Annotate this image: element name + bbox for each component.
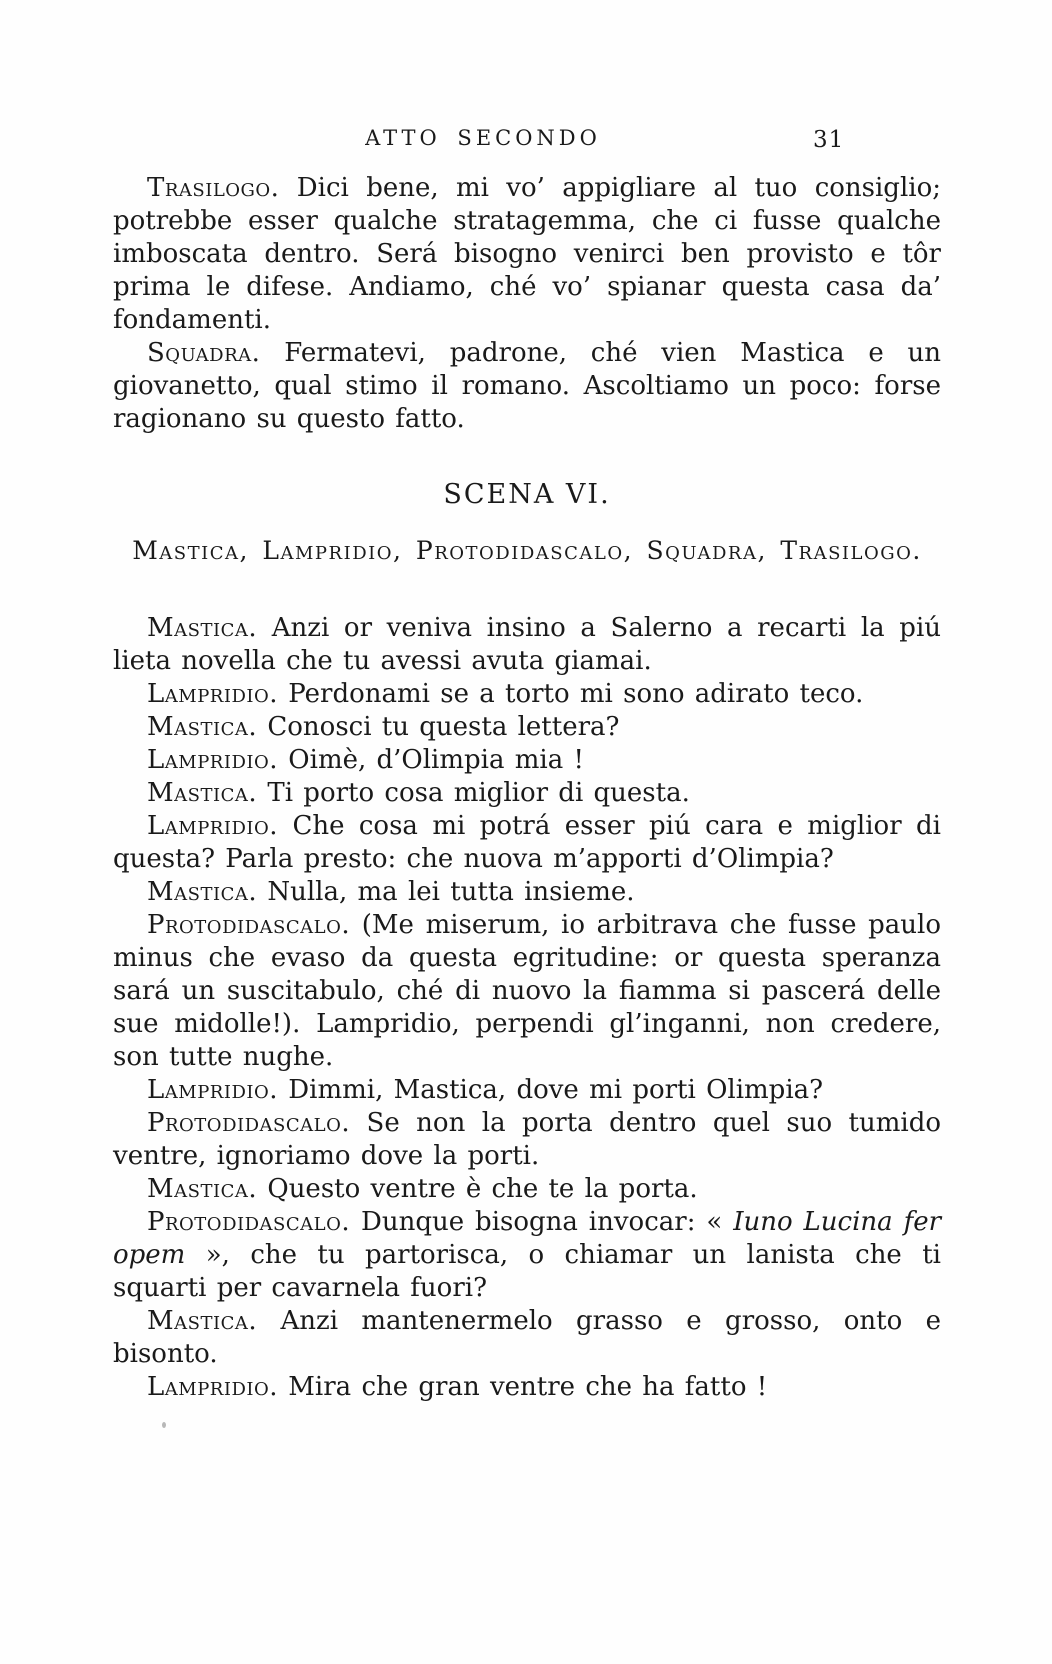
dialogue-text: (Me miserum, io arbitrava che fusse paulo minus che evaso da questa egritudine: or questa speranza sará un suscitabulo, ché di nuovo la fiamma si pascerá delle sue midolle!). Lampridio, perpendi gl’inganni, non credere, son tutte nughe. [113, 910, 941, 1072]
dialogue-paragraph [113, 1206, 941, 1305]
dialogue-text: Conosci tu questa lettera? [257, 712, 620, 742]
speaker-name: Protodidascalo. [147, 1108, 351, 1138]
scene-dialogue [113, 612, 941, 1404]
dialogue-paragraph [113, 1173, 941, 1206]
speaker-name: Lampridio. [147, 745, 279, 775]
dialogue-paragraph [113, 1305, 941, 1371]
dialogue-paragraph [113, 777, 941, 810]
dialogue-text: Anzi or veniva insino a Salerno a recarti la piú lieta novella che tu avessi avuta giamai. [113, 613, 941, 676]
cast-list: Mastica, Lampridio, Protodidascalo, Squadra, Trasilogo. [132, 536, 922, 565]
dialogue-text: Dimmi, Mastica, dove mi porti Olimpia? [278, 1075, 824, 1105]
speaker-name: Lampridio. [147, 1075, 279, 1105]
speaker-name: Mastica. [147, 1306, 258, 1336]
dialogue-paragraph [113, 1371, 941, 1404]
speaker-name: Lampridio. [147, 1372, 279, 1402]
dialogue-text: Dunque bisogna invocar: « [350, 1207, 734, 1237]
dialogue-paragraph [113, 1074, 941, 1107]
dialogue-paragraph [113, 678, 941, 711]
speaker-name: Mastica. [147, 778, 258, 808]
dialogue-paragraph [113, 711, 941, 744]
speaker-name: Lampridio. [147, 811, 279, 841]
speaker-name: Mastica. [147, 712, 258, 742]
dialogue-text: Perdonami se a torto mi sono adirato teco. [278, 679, 864, 709]
dialogue-text: Fermatevi, padrone, ché vien Mastica e un giovanetto, qual stimo il romano. Ascoltiamo un poco: forse ragionano su questo fatto. [113, 338, 941, 434]
speaker-name: Trasilogo. [147, 173, 280, 203]
dialogue-paragraph [113, 612, 941, 678]
speaker-name: Lampridio. [147, 679, 279, 709]
speaker-name: Mastica. [147, 877, 258, 907]
dialogue-text: Che cosa mi potrá esser piú cara e miglior di questa? Parla presto: che nuova m’apporti d’Olimpia? [113, 811, 941, 874]
scene-heading: SCENA VI. [443, 479, 611, 510]
scan-speck [162, 1422, 166, 1428]
dialogue-paragraph [113, 810, 941, 876]
running-head-title: ATTO SECONDO [365, 126, 601, 150]
speaker-name: Squadra. [147, 338, 261, 368]
dialogue-text: Anzi mantenermelo grasso e grosso, onto e bisonto. [113, 1306, 941, 1369]
dialogue-paragraph [113, 1107, 941, 1173]
page-number: 31 [813, 127, 845, 153]
speaker-name: Protodidascalo. [147, 1207, 351, 1237]
dialogue-paragraph [113, 909, 941, 1074]
dialogue-text: », che tu partorisca, o chiamar un lanista che ti squarti per cavarnela fuori? [113, 1240, 941, 1303]
dialogue-text: Ti porto cosa miglior di questa. [257, 778, 690, 808]
dialogue-paragraph [113, 744, 941, 777]
dialogue-text: Questo ventre è che te la porta. [257, 1174, 698, 1204]
dialogue-paragraph [113, 172, 941, 337]
speaker-name: Mastica. [147, 1174, 258, 1204]
dialogue-paragraph [113, 337, 941, 436]
speaker-name: Protodidascalo. [147, 910, 351, 940]
dialogue-paragraph [113, 876, 941, 909]
dialogue-text: Mira che gran ventre che ha fatto ! [278, 1372, 768, 1402]
dialogue-text: Nulla, ma lei tutta insieme. [257, 877, 635, 907]
dialogue-text: Se non la porta dentro quel suo tumido ventre, ignoriamo dove la porti. [113, 1108, 941, 1171]
dialogue-text: Oimè, d’Olimpia mia ! [278, 745, 584, 775]
speaker-name: Mastica. [147, 613, 258, 643]
latin-phrase: Iuno Lucina fer opem [113, 1207, 942, 1270]
text-block [113, 172, 941, 1404]
pre-scene-dialogue [113, 172, 941, 436]
dialogue-text: Dici bene, mi vo’ appigliare al tuo consiglio; potrebbe esser qualche stratagemma, che ci fusse qualche imboscata dentro. Será bisogno venirci ben provisto e tôr prima le difese. Andiamo, ché vo’ spianar questa casa da’ fondamenti. [113, 173, 941, 335]
running-head [113, 126, 941, 156]
